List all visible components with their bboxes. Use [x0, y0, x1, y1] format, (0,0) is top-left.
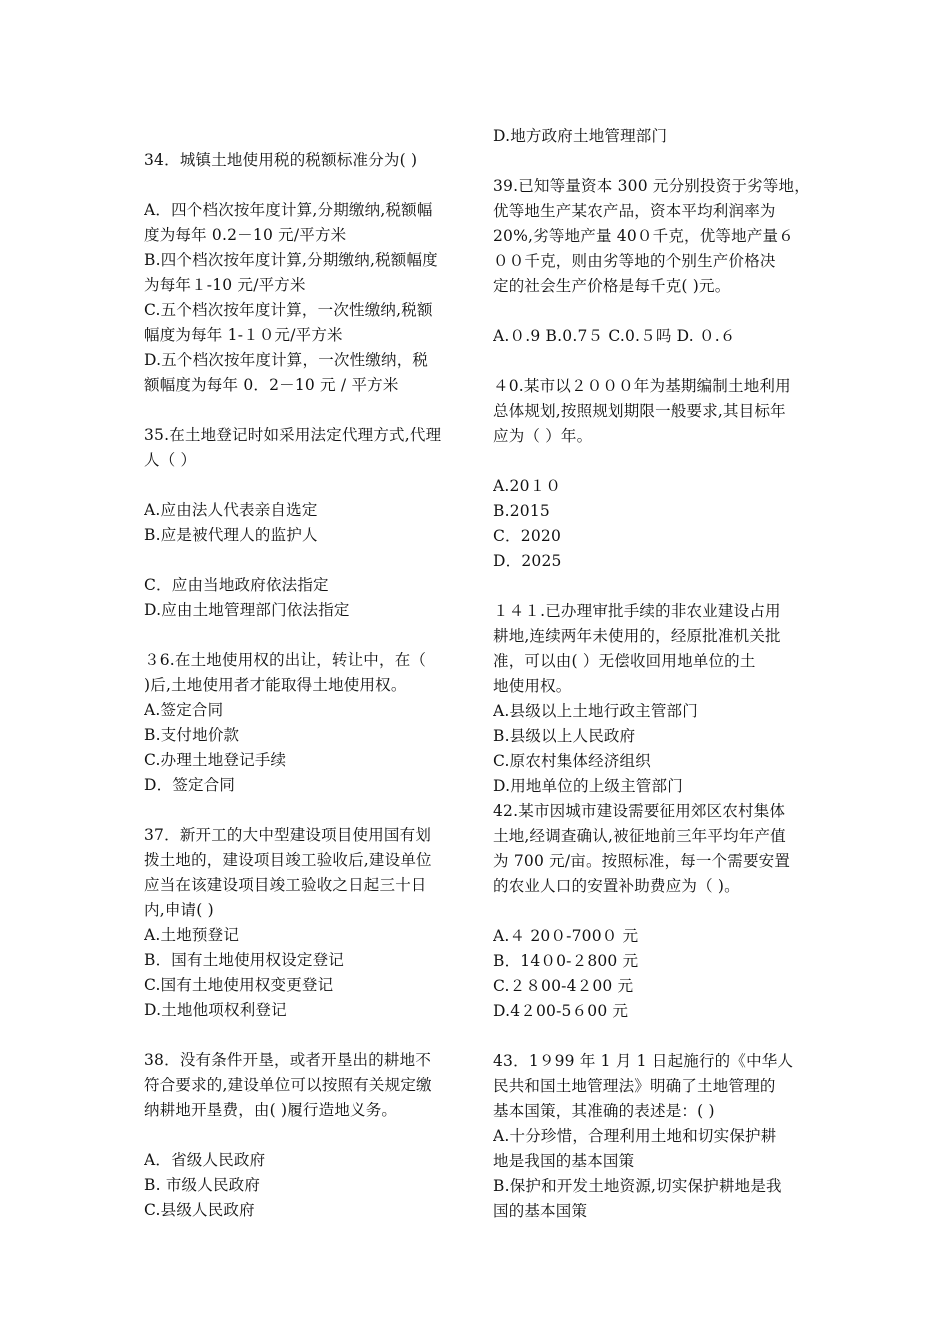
- left-text-line: 应当在该建设项目竣工验收之日起三十日: [144, 876, 427, 894]
- right-text-line: 耕地,连续两年未使用的，经原批准机关批: [493, 627, 781, 645]
- right-text-line: 20%,劣等地产量 40０千克，优等地产量６: [493, 227, 794, 245]
- right-blank-line: [493, 449, 817, 474]
- left-text-line: A．四个档次按年度计算,分期缴纳,税额幅: [144, 201, 433, 219]
- right-text-line: A.十分珍惜，合理利用土地和切实保护耕: [493, 1127, 777, 1145]
- right-text-line: A.20１０: [493, 477, 562, 495]
- right-text-line: 应为（ ）年。: [493, 427, 593, 445]
- left-blank-line: [144, 398, 468, 423]
- left-text-line: 34．城镇土地使用税的税额标准分为( ): [144, 151, 418, 169]
- left-blank-line: [144, 1023, 468, 1048]
- left-text-line: 额幅度为每年 0．2－10 元 / 平方米: [144, 376, 399, 394]
- right-text-line: 42.某市因城市建设需要征用郊区农村集体: [493, 802, 786, 820]
- right-text-line: ００千克，则由劣等地的个别生产价格决: [493, 252, 776, 270]
- left-blank-line: [144, 1123, 468, 1148]
- right-text-line: 43．1９99 年 1 月 1 日起施行的《中华人: [493, 1052, 794, 1070]
- right-blank-line: [493, 349, 817, 374]
- left-text-line: C.国有土地使用权变更登记: [144, 976, 334, 994]
- right-text-line: B．14０0-２800 元: [493, 952, 639, 970]
- left-text-line: 人（ ）: [144, 451, 197, 469]
- right-text-line: B.2015: [493, 502, 550, 520]
- left-text-line: 38．没有条件开垦，或者开垦出的耕地不: [144, 1051, 432, 1069]
- right-text-line: B.县级以上人民政府: [493, 727, 636, 745]
- right-blank-line: [493, 899, 817, 924]
- right-blank-line: [493, 1024, 817, 1049]
- right-blank-line: [493, 574, 817, 599]
- left-text-line: D.应由土地管理部门依法指定: [144, 601, 350, 619]
- left-text-line: A．省级人民政府: [144, 1151, 266, 1169]
- left-text-line: C.办理土地登记手续: [144, 751, 287, 769]
- right-text-line: A.０.9 B.0.7５ C.0.５吗 D. ０.６: [493, 327, 736, 345]
- right-text-line: ４0.某市以２０００年为基期编制土地利用: [493, 377, 791, 395]
- left-text-line: 拨土地的，建设项目竣工验收后,建设单位: [144, 851, 432, 869]
- right-text-line: 39.已知等量资本 300 元分别投资于劣等地，: [493, 177, 810, 195]
- right-text-line: D．2025: [493, 552, 562, 570]
- right-text-line: 地是我国的基本国策: [493, 1152, 635, 1170]
- right-text-line: 准，可以由( ）无偿收回用地单位的土: [493, 652, 756, 670]
- left-text-line: D．签定合同: [144, 776, 236, 794]
- left-text-line: 符合要求的,建设单位可以按照有关规定缴: [144, 1076, 432, 1094]
- left-text-line: ３6.在土地使用权的出让，转让中，在（: [144, 651, 427, 669]
- left-text-line: C．应由当地政府依法指定: [144, 576, 329, 594]
- right-text-line: １４１.已办理审批手续的非农业建设占用: [493, 602, 781, 620]
- right-text-line: 的农业人口的安置补助费应为（ )。: [493, 877, 740, 895]
- right-text-line: D.地方政府土地管理部门: [493, 127, 668, 145]
- left-text-line: )后,土地使用者才能取得土地使用权。: [144, 676, 407, 694]
- right-text-line: 总体规划,按照规划期限一般要求,其目标年: [493, 402, 786, 420]
- right-text-line: C．2020: [493, 527, 562, 545]
- left-blank-line: [144, 798, 468, 823]
- right-text-line: D.4２00-5６00 元: [493, 1002, 629, 1020]
- left-text-line: 内,申请( ): [144, 901, 214, 919]
- right-text-line: C.２８00-4２00 元: [493, 977, 634, 995]
- right-text-line: B.保护和开发土地资源,切实保护耕地是我: [493, 1177, 782, 1195]
- right-text-line: 地使用权。: [493, 677, 572, 695]
- left-text-line: 纳耕地开垦费，由( )履行造地义务。: [144, 1101, 398, 1119]
- left-text-line: B.应是被代理人的监护人: [144, 526, 318, 544]
- right-text-line: 优等地生产某农产品，资本平均利润率为: [493, 202, 776, 220]
- left-text-line: 幅度为每年 1-１０元/平方米: [144, 326, 343, 344]
- left-text-line: 37．新开工的大中型建设项目使用国有划: [144, 826, 432, 844]
- left-text-line: D.五个档次按年度计算，一次性缴纳，税: [144, 351, 429, 369]
- right-text-line: 基本国策，其准确的表述是：( ): [493, 1102, 715, 1120]
- left-text-line: C.县级人民政府: [144, 1201, 255, 1219]
- left-blank-line: [144, 623, 468, 648]
- left-column: [144, 148, 468, 1223]
- left-text-line: 35.在土地登记时如采用法定代理方式,代理: [144, 426, 442, 444]
- right-text-line: 为 700 元/亩。按照标准，每一个需要安置: [493, 852, 791, 870]
- right-text-line: A.４ 20０-700０ 元: [493, 927, 639, 945]
- left-blank-line: [144, 473, 468, 498]
- right-column: [493, 124, 817, 1224]
- left-text-line: B.四个档次按年度计算,分期缴纳,税额幅度: [144, 251, 438, 269]
- right-text-line: 定的社会生产价格是每千克( )元。: [493, 277, 731, 295]
- left-text-line: B. 市级人民政府: [144, 1176, 261, 1194]
- left-text-line: B.支付地价款: [144, 726, 240, 744]
- right-text-line: 民共和国土地管理法》明确了土地管理的: [493, 1077, 776, 1095]
- left-text-line: 度为每年 0.2－10 元/平方米: [144, 226, 347, 244]
- left-text-line: A.土地预登记: [144, 926, 240, 944]
- right-text-line: D.用地单位的上级主管部门: [493, 777, 683, 795]
- right-blank-line: [493, 149, 817, 174]
- left-text-line: A.签定合同: [144, 701, 224, 719]
- left-text-line: A.应由法人代表亲自选定: [144, 501, 318, 519]
- left-blank-line: [144, 173, 468, 198]
- left-text-line: 为每年１-10 元/平方米: [144, 276, 306, 294]
- right-text-line: A.县级以上土地行政主管部门: [493, 702, 698, 720]
- left-text-line: C.五个档次按年度计算，一次性缴纳,税额: [144, 301, 433, 319]
- left-text-line: D.土地他项权利登记: [144, 1001, 287, 1019]
- left-blank-line: [144, 548, 468, 573]
- left-text-line: B．国有土地使用权设定登记: [144, 951, 344, 969]
- right-text-line: C.原农村集体经济组织: [493, 752, 651, 770]
- right-text-line: 国的基本国策: [493, 1202, 588, 1220]
- right-blank-line: [493, 299, 817, 324]
- right-text-line: 土地,经调查确认,被征地前三年平均年产值: [493, 827, 786, 845]
